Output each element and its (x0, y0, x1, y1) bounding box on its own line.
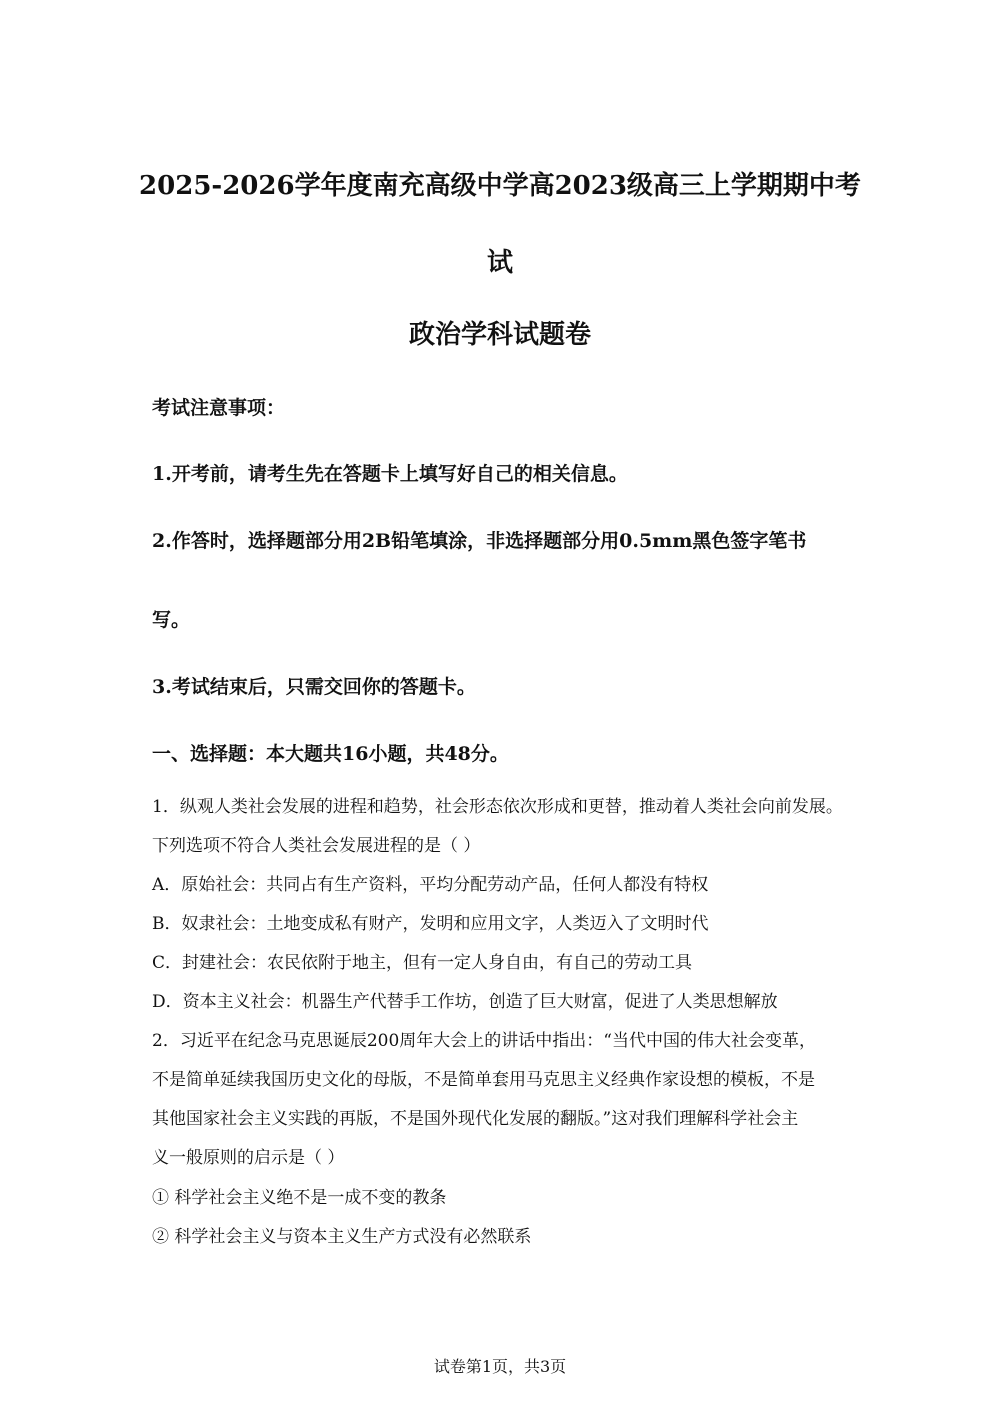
q1-option-c: C．封建社会：农民依附于地主，但有一定人身自由，有自己的劳动工具 (152, 953, 693, 973)
q1-option-b: B．奴隶社会：土地变成私有财产，发明和应用文字，人类迈入了文明时代 (152, 914, 709, 934)
q2-item-1: ① 科学社会主义绝不是一成不变的教条 (152, 1188, 447, 1208)
notice-item-3: 3.考试结束后，只需交回你的答题卡。 (152, 676, 476, 698)
q2-stem-line4: 义一般原则的启示是（ ） (152, 1148, 345, 1168)
q2-stem-line1: 2．习近平在纪念马克思诞辰200周年大会上的讲话中指出：“当代中国的伟大社会变革， (152, 1031, 816, 1051)
q1-stem-line2: 下列选项不符合人类社会发展进程的是（ ） (152, 836, 481, 856)
notice-heading: 考试注意事项： (152, 397, 286, 419)
section-heading: 一、选择题：本大题共16小题，共48分。 (152, 743, 509, 765)
q1-option-d: D．资本主义社会：机器生产代替手工作坊，创造了巨大财富，促进了人类思想解放 (152, 992, 778, 1012)
exam-title-line2: 试 (486, 248, 513, 278)
exam-title-line1: 2025-2026学年度南充高级中学高2023级高三上学期期中考 (139, 171, 861, 201)
notice-item-2-line2: 写。 (152, 609, 191, 631)
exam-subtitle: 政治学科试题卷 (408, 320, 591, 350)
page-footer: 试卷第1页，共3页 (433, 1357, 567, 1376)
q2-stem-line3: 其他国家社会主义实践的再版，不是国外现代化发展的翻版。”这对我们理解科学社会主 (152, 1109, 799, 1129)
q2-item-2: ② 科学社会主义与资本主义生产方式没有必然联系 (152, 1227, 532, 1247)
q2-stem-line2: 不是简单延续我国历史文化的母版，不是简单套用马克思主义经典作家设想的模板，不是 (152, 1070, 815, 1090)
q1-stem-line1: 1．纵观人类社会发展的进程和趋势，社会形态依次形成和更替，推动着人类社会向前发展。 (152, 797, 843, 817)
notice-item-2-line1: 2.作答时，选择题部分用2B铅笔填涂，非选择题部分用0.5mm黑色签字笔书 (152, 530, 807, 552)
notice-item-1: 1.开考前，请考生先在答题卡上填写好自己的相关信息。 (152, 463, 628, 485)
q1-option-a: A．原始社会：共同占有生产资料，平均分配劳动产品，任何人都没有特权 (152, 875, 709, 895)
